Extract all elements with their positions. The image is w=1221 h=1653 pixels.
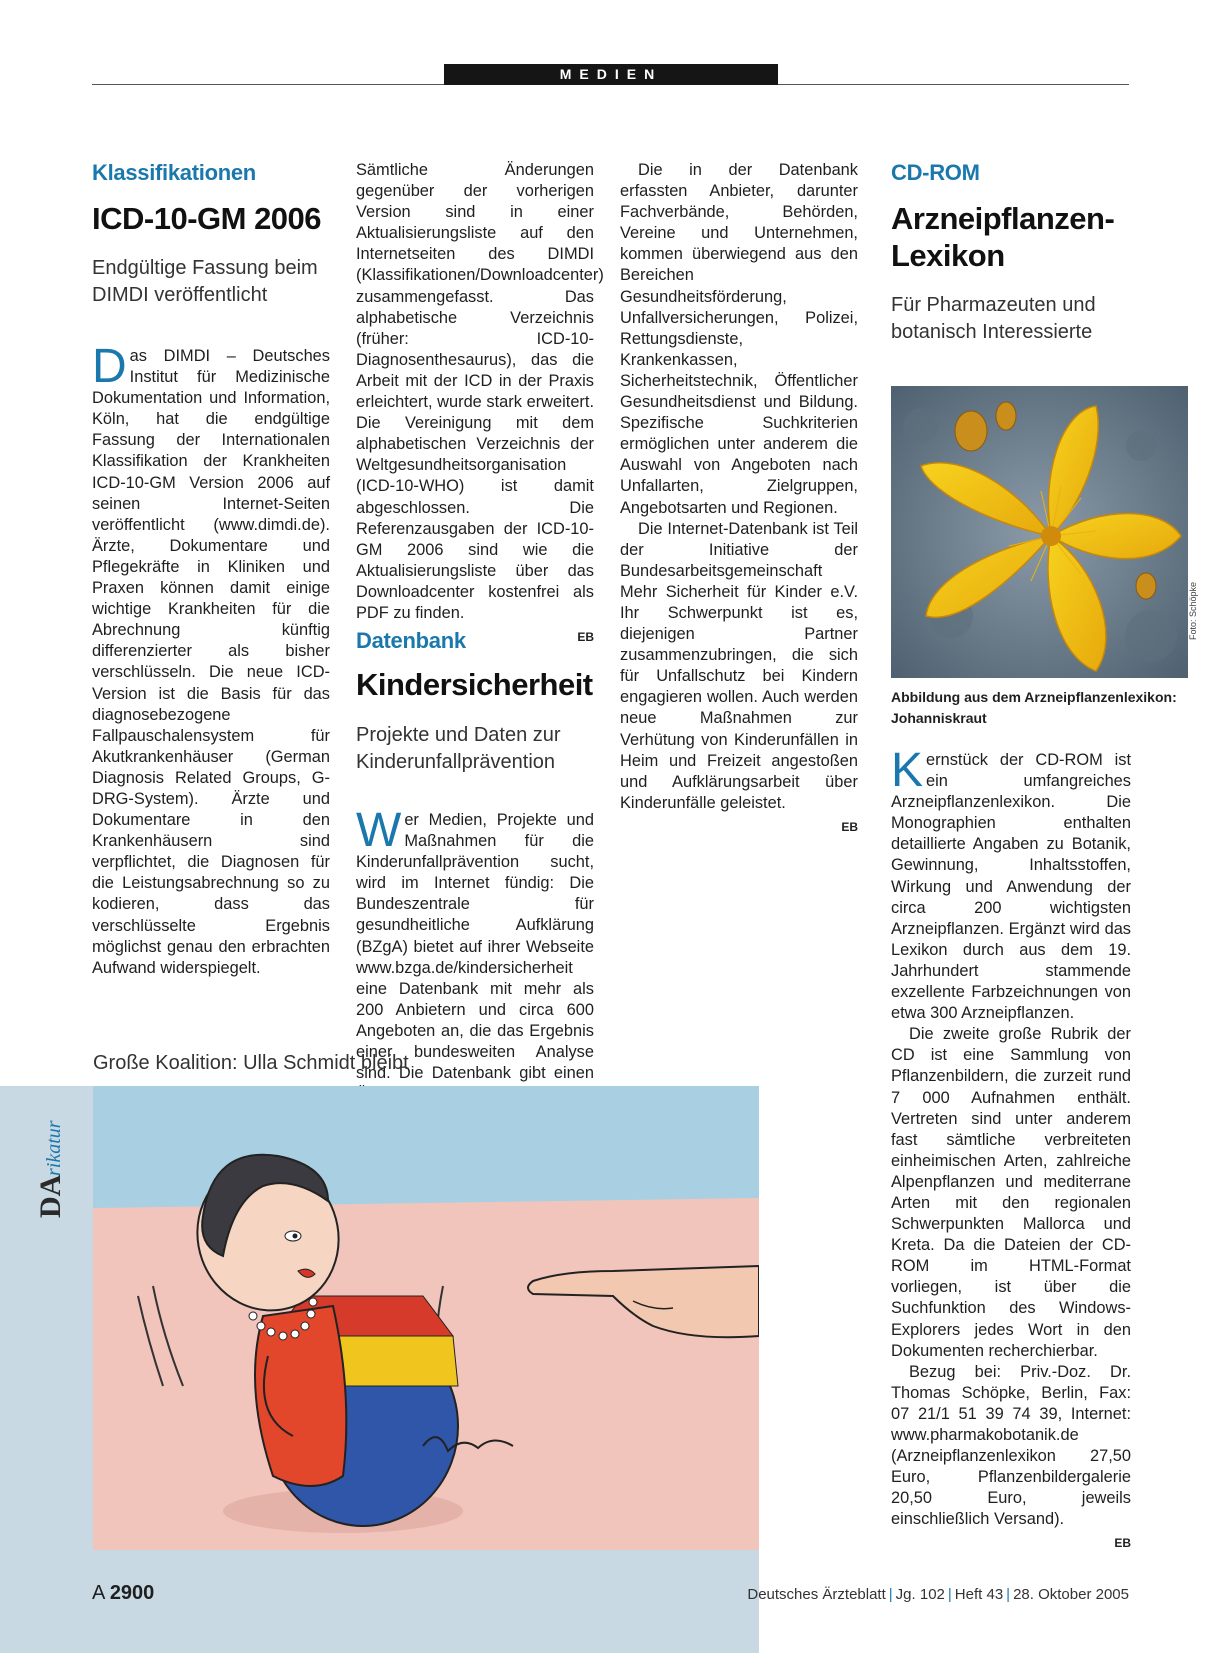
article1-title: ICD-10-GM 2006 xyxy=(92,201,322,236)
article2-col1 xyxy=(356,804,594,1083)
article1-signature: EB xyxy=(577,630,594,645)
article3-signature: EB xyxy=(1114,1536,1131,1551)
article3-para2: Die zweite große Rubrik der CD ist eine Sammlung von Pflanzenbildern, die zurzeit rund 7 000 Aufnahmen enthält. Vertreten sind unter anderem fast sämtliche verbreiteten einheimischen Arten, zahlreiche Alpenpflanzen und mediterrane Arten mit den regionalen Schwerpunkten Mallorca und Kreta. Da die Dateien der CD-ROM im HTML-Format vorliegen, ist über die Suchfunktion des Windows-Explorers jedes Wort in den Dokumenten recherchierbar. xyxy=(891,1025,1131,1360)
article3-col xyxy=(891,744,1131,1551)
logo-text-main: DA xyxy=(34,1174,67,1218)
article2-para2: Die in der Datenbank erfassten Anbieter, darunter Fachverbände, Behörden, Vereine und Unternehmen, kommen überwiegend aus den Bereichen Gesundheitsförderung, Unfallversicherungen, Polizei, Rettungsdienste, Krankenkassen, Sicherheitstechnik, Öffentlicher Gesundheitsdienst und Bildung. Spezifische Suchkriterien ermöglichen unter anderem die Auswahl von Angeboten nach Unfallarten, Zielgruppen, Angebotsarten und Regionen. xyxy=(620,161,858,517)
article2-subtitle: Projekte und Daten zur Kinderunfallprävention xyxy=(356,724,561,773)
article2-para1: er Medien, Projekte und Maßnahmen für die Kinderunfallprävention sucht, wird im Internet fündig: Die Bundeszentrale für gesundheitliche Aufklärung (BZgA) bietet auf ihrer Webseite www.bzga.de/kindersicherheit eine Datenbank mit mehr als 200 Anbietern und circa 600 Angeboten an, die das Ergebnis einer bundesweiten Analyse sind. Die Datenbank gibt einen xyxy=(356,811,594,1083)
article3-title: Arzneipflanzen-Lexikon xyxy=(891,201,1115,273)
article2-signature: EB xyxy=(841,819,858,834)
footer-volume: Jg. 102 xyxy=(895,1586,945,1603)
article3-subtitle: Für Pharmazeuten und botanisch Interessierte xyxy=(891,294,1096,343)
article3-para3: Bezug bei: Priv.-Doz. Dr. Thomas Schöpke, Berlin, Fax: 07 21/1 51 39 74 39, Internet: www.pharmakobotanik.de (Arzneipflanzenlexikon 27,50 Euro, Pflanzenbildergalerie 20,50 Euro, jeweils einschließlich Versand). xyxy=(891,1362,1131,1529)
article1-dropcap: D xyxy=(92,340,127,393)
page-number xyxy=(92,1582,154,1605)
article1-kicker: Klassifikationen xyxy=(92,160,256,185)
article3-dropcap: K xyxy=(891,744,924,797)
article2-col2 xyxy=(620,160,858,1000)
article2-para3: Die Internet-Datenbank ist Teil der Initiative der Bundesarbeitsgemeinschaft Mehr Sicherheit für Kinder e.V. Ihr Schwerpunkt ist es, diejenigen Partner zusammenzubringen, die sich für Unfallschutz bei Kindern engagieren wollen. Auch werden neue Maßnahmen zur Verhütung von Kinderunfällen in Heim und Freizeit angestoßen und Aufklärungsarbeit über Kinderunfälle geleistet. xyxy=(620,519,858,812)
photo-credit: Foto: Schöpke xyxy=(1188,581,1198,640)
article2-title: Kindersicherheit xyxy=(356,667,593,702)
page-prefix: A xyxy=(92,1582,105,1604)
footer-date: 28. Oktober 2005 xyxy=(1013,1586,1129,1603)
footer-issue: Heft 43 xyxy=(954,1586,1004,1603)
article2-dropcap: W xyxy=(356,804,402,857)
article3-para1: ernstück der CD-ROM ist ein umfangreiches Arzneipflanzenlexikon. Die Monographien enthalten detaillierte Angaben zu Botanik, Gewinnung, Inhaltsstoffen, Wirkung und Anwendung der circa 200 wichtigsten Arzneipflanzen. Ergänzt wird das Lexikon durch aus dem 19. Jahrhundert stammende exzellente Farbzeichnungen von etwa 300 Arzneipflanzen. xyxy=(891,751,1131,1023)
article1-subtitle: Endgültige Fassung beim DIMDI veröffentlicht xyxy=(92,257,318,306)
article1-col1 xyxy=(92,340,330,996)
section-header: MEDIEN xyxy=(444,64,778,85)
page-number-value: 2900 xyxy=(109,1582,155,1604)
cartoon-caption: Große Koalition: Ulla Schmidt bleibt xyxy=(93,1052,409,1074)
cartoon-image xyxy=(93,1086,759,1550)
flower-photo xyxy=(891,386,1188,678)
darikatur-logo xyxy=(18,1100,74,1220)
article3-kicker: CD-ROM xyxy=(891,160,980,185)
photo-caption: Abbildung aus dem Arzneipflanzenlexikon: Johanniskraut xyxy=(891,689,1177,726)
logo-text-sub: rikatur xyxy=(43,1120,65,1176)
article1-para2: Sämtliche Änderungen gegenüber der vorherigen Version sind in einer Aktualisierungsliste auf den Internetseiten des DIMDI (Klassifikationen/Downloadcenter) zusammengefasst. Das alphabetische Verzeichnis (früher: ICD-10-Diagnosenthesaurus), das die Arbeit mit der ICD in der Praxis erleichtert, wurde stark erweitert. Die Vereinigung mit dem alphabetischen Verzeichnis der Weltgesundheitsorganisation (ICD-10-WHO) ist damit abgeschlossen. Die Referenzausgaben der ICD-10-GM 2006 sind wie die Aktualisierungsliste über das Downloadcenter kostenfrei als PDF zu finden. xyxy=(356,161,604,622)
article1-para1: as DIMDI – Deutsches Institut für Medizinische Dokumentation und Information, Köln, hat die endgültige Fassung der Internationalen Klassifikation der Krankheiten ICD-10-GM Version 2006 auf seinen Internet-Seiten veröffentlicht (www.dimdi.de). Ärzte, Dokumentare und Pflegekräfte in Kliniken und Praxen können damit einige wichtige Krankheiten für die Abrechnung künftig differenzierter als bisher verschlüsseln. Die neue ICD-Version ist die Basis für das diagnosebezogene Fallpauschalensystem für Akutkrankenhäuser (German Diagnosis Related Groups, G-DRG-System). Ärzte und Dokumentare in den Krankenhäusern sind verpflichtet, die Diagnosen für die Leistungsabrechnung so zu kodieren, dass das verschlüsselte Ergebnis möglichst genau den erbrachten Aufwand widerspiegelt. xyxy=(92,347,330,977)
footer-publication: Deutsches Ärzteblatt | Jg. 102 | Heft 43 | 28. Oktober 2005 xyxy=(747,1586,1129,1603)
article2-kicker: Datenbank xyxy=(356,628,466,653)
footer-journal: Deutsches Ärzteblatt xyxy=(747,1586,886,1603)
